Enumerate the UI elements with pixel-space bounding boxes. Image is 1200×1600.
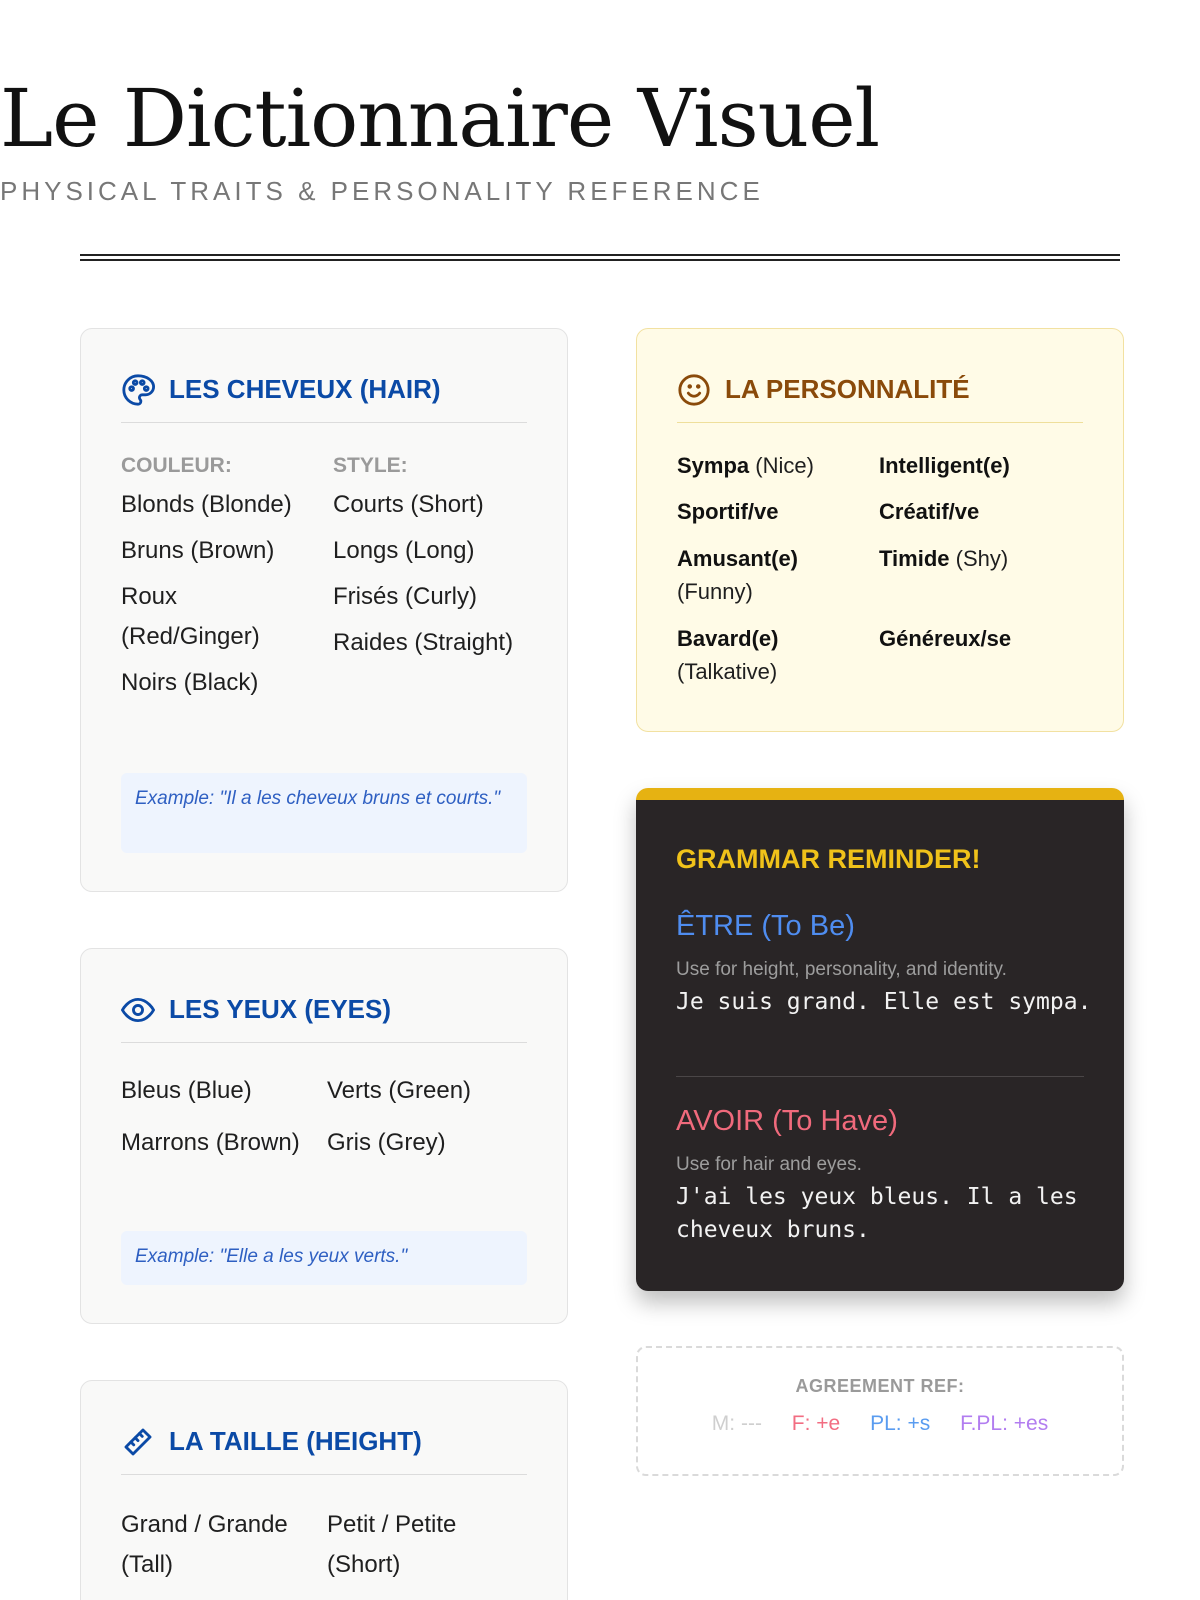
grammar-divider: [676, 1076, 1084, 1077]
trait-word: Timide: [879, 546, 950, 571]
trait-intelligent: [879, 449, 1089, 482]
trait-word: Créatif/ve: [879, 499, 980, 524]
hair-color-item: Noirs (Black): [121, 669, 259, 696]
eyes-right-column: [327, 1071, 527, 1169]
trait-amusant: [677, 542, 837, 608]
trait-word: Intelligent(e): [879, 453, 1010, 478]
eyes-card-header: [121, 991, 527, 1043]
hair-color-item: Blonds (Blonde): [121, 491, 292, 518]
height-card-header: [121, 1423, 527, 1475]
eye-color-item: Gris (Grey): [327, 1129, 446, 1156]
eyes-heading: LES YEUX (EYES): [169, 994, 392, 1024]
smiley-icon: [677, 373, 711, 407]
hair-color-item: Bruns (Brown): [121, 537, 275, 564]
eye-color-item: Verts (Green): [327, 1077, 472, 1104]
hair-style-item: Courts (Short): [333, 491, 484, 518]
eye-color-item: Marrons (Brown): [121, 1129, 300, 1156]
agreement-feminine: F: +e: [791, 1412, 841, 1435]
trait-sportif: [677, 495, 857, 528]
header-divider: [80, 254, 1120, 261]
trait-gloss: (Talkative): [677, 659, 778, 684]
eyes-example: Example: "Elle a les yeux verts.": [121, 1231, 527, 1285]
avoir-example: J'ai les yeux bleus. Il a les cheveux bruns.: [676, 1184, 1078, 1243]
etre-example: Je suis grand. Elle est sympa.: [676, 989, 1092, 1015]
grammar-card: [636, 788, 1124, 1291]
agreement-rules: [638, 1412, 1122, 1436]
ruler-icon: [121, 1425, 155, 1459]
grammar-title: GRAMMAR REMINDER!: [676, 844, 981, 874]
palette-icon: [121, 373, 155, 407]
trait-gloss: (Nice): [755, 453, 814, 478]
hair-example: Example: "Il a les cheveux bruns et courts.": [121, 773, 527, 853]
trait-gloss: (Shy): [955, 546, 1009, 571]
eye-icon: [121, 993, 155, 1027]
trait-word: Sympa: [677, 453, 750, 478]
hair-card: [80, 328, 568, 892]
trait-timide: [879, 542, 1089, 575]
personality-heading: LA PERSONNALITÉ: [725, 374, 970, 404]
hair-style-item: Raides (Straight): [333, 629, 514, 656]
height-short: Petit / Petite (Short): [327, 1511, 457, 1578]
trait-word: Amusant(e): [677, 546, 799, 571]
page-title: Le Dictionnaire Visuel: [0, 72, 880, 165]
agreement-label: AGREEMENT REF:: [795, 1376, 965, 1396]
hair-style-item: Longs (Long): [333, 537, 475, 564]
trait-word: Bavard(e): [677, 626, 779, 651]
height-card: [80, 1380, 568, 1600]
trait-word: Généreux/se: [879, 626, 1012, 651]
eye-color-item: Bleus (Blue): [121, 1077, 252, 1104]
hair-color-column: [121, 451, 321, 709]
personality-card-header: [677, 371, 1083, 423]
hair-color-label: COULEUR:: [121, 454, 232, 477]
agreement-plural: PL: +s: [870, 1412, 931, 1435]
trait-creatif: [879, 495, 1089, 528]
eyes-card: [80, 948, 568, 1324]
hair-color-item: Roux (Red/Ginger): [121, 583, 260, 650]
height-tall: Grand / Grande (Tall): [121, 1511, 288, 1578]
etre-heading: ÊTRE (To Be): [676, 910, 855, 942]
etre-description: Use for height, personality, and identity.: [676, 959, 1007, 980]
trait-sympa: [677, 449, 857, 482]
trait-bavard: [677, 622, 837, 688]
agreement-feminine-plural: F.PL: +es: [960, 1412, 1049, 1435]
hair-heading: LES CHEVEUX (HAIR): [169, 374, 441, 404]
avoir-heading: AVOIR (To Have): [676, 1105, 898, 1137]
trait-word: Sportif/ve: [677, 499, 779, 524]
page-subtitle: PHYSICAL TRAITS & PERSONALITY REFERENCE: [0, 176, 764, 206]
trait-genereux: [879, 622, 1089, 655]
hair-style-label: STYLE:: [333, 454, 408, 477]
hair-style-item: Frisés (Curly): [333, 583, 477, 610]
trait-gloss: (Funny): [677, 579, 753, 604]
hair-style-column: [333, 451, 533, 669]
agreement-reference: [636, 1346, 1124, 1476]
hair-card-header: [121, 371, 527, 423]
agreement-masculine: M: ---: [711, 1412, 762, 1435]
personality-card: [636, 328, 1124, 732]
avoir-description: Use for hair and eyes.: [676, 1154, 862, 1175]
height-heading: LA TAILLE (HEIGHT): [169, 1426, 422, 1456]
eyes-left-column: [121, 1071, 311, 1169]
